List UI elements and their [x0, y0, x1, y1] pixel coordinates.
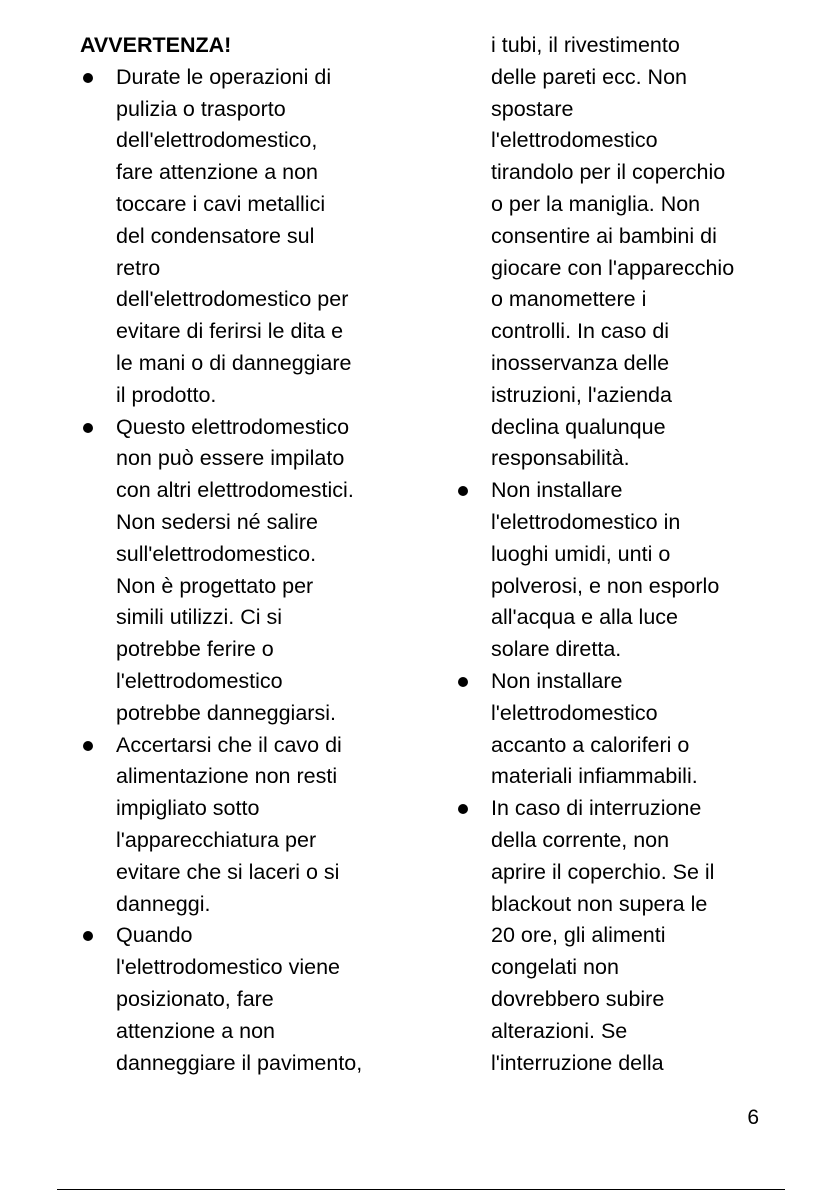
text-line: danneggiare il pavimento,	[116, 1050, 363, 1075]
text-line: delle pareti ecc. Non	[491, 64, 687, 89]
text-line: consentire ai bambini di	[491, 223, 717, 248]
text-line: evitare che si laceri o si	[116, 859, 340, 884]
left-column	[80, 30, 400, 1079]
text-line: dovrebbero subire	[491, 986, 665, 1011]
text-line: dell'elettrodomestico per	[116, 287, 349, 312]
text-line: alterazioni. Se	[491, 1018, 628, 1043]
bullet-icon	[458, 486, 468, 496]
text-line: Non installare	[491, 668, 623, 693]
bullet-icon	[83, 931, 93, 941]
text-line: spostare	[491, 96, 574, 121]
bullet-icon	[458, 677, 468, 687]
text-line: simili utilizzi. Ci si	[116, 605, 283, 630]
text-line: del condensatore sul	[116, 223, 315, 248]
text-line: l'elettrodomestico in	[491, 509, 681, 534]
text-line: aprire il coperchio. Se il	[491, 859, 715, 884]
text-line: Quando	[116, 923, 193, 948]
text-line: Non installare	[491, 478, 623, 503]
text-line: toccare i cavi metallici	[116, 191, 326, 216]
text-line: responsabilità.	[491, 446, 630, 471]
list-item	[80, 412, 400, 730]
text-line: l'elettrodomestico viene	[116, 955, 340, 980]
text-line: Non è progettato per	[116, 573, 314, 598]
list-item	[455, 475, 785, 666]
text-line: 20 ore, gli alimenti	[491, 923, 666, 948]
text-line: luoghi umidi, unti o	[491, 541, 671, 566]
text-line: tirandolo per il coperchio	[491, 160, 726, 185]
text-line: Durate le operazioni di	[116, 64, 332, 89]
text-line: giocare con l'apparecchio	[491, 255, 735, 280]
text-line: sull'elettrodomestico.	[116, 541, 317, 566]
list-item-continuation	[455, 30, 785, 475]
text-line: potrebbe ferire o	[116, 637, 274, 662]
list-item	[80, 920, 400, 1079]
text-line: l'elettrodomestico	[491, 128, 658, 153]
text-line: il prodotto.	[116, 382, 217, 407]
text-line: congelati non	[491, 955, 619, 980]
list-item	[455, 793, 785, 1079]
text-line: blackout non supera le	[491, 891, 708, 916]
text-line: l'interruzione della	[491, 1050, 664, 1075]
right-column	[455, 30, 785, 1079]
list-item	[80, 730, 400, 921]
text-line: della corrente, non	[491, 827, 670, 852]
warning-heading: AVVERTENZA!	[80, 33, 232, 57]
page-number: 6	[747, 1106, 759, 1129]
text-line: con altri elettrodomestici.	[116, 478, 354, 503]
list-item	[80, 62, 400, 412]
text-line: In caso di interruzione	[491, 796, 702, 821]
text-line: danneggi.	[116, 891, 211, 916]
right-bullet-list	[455, 30, 785, 1079]
text-line: retro	[116, 255, 161, 280]
left-bullet-list	[80, 62, 400, 1080]
text-line: dell'elettrodomestico,	[116, 128, 318, 153]
text-line: Accertarsi che il cavo di	[116, 732, 342, 757]
text-line: Questo elettrodomestico	[116, 414, 350, 439]
text-line: le mani o di danneggiare	[116, 350, 352, 375]
text-line: evitare di ferirsi le dita e	[116, 319, 344, 344]
text-line: l'elettrodomestico	[116, 668, 283, 693]
list-item	[455, 666, 785, 793]
text-line: Non sedersi né salire	[116, 509, 318, 534]
text-line: i tubi, il rivestimento	[491, 33, 680, 57]
text-line: inosservanza delle	[491, 350, 670, 375]
text-line: non può essere impilato	[116, 446, 345, 471]
text-line: pulizia o trasporto	[116, 96, 286, 121]
text-line: declina qualunque	[491, 414, 666, 439]
text-line: attenzione a non	[116, 1018, 275, 1043]
text-line: potrebbe danneggiarsi.	[116, 700, 336, 725]
text-line: l'apparecchiatura per	[116, 827, 317, 852]
text-line: l'elettrodomestico	[491, 700, 658, 725]
text-line: materiali infiammabili.	[491, 764, 698, 789]
footer-rule	[57, 1189, 785, 1190]
text-line: alimentazione non resti	[116, 764, 338, 789]
bullet-icon	[458, 804, 468, 814]
bullet-icon	[83, 73, 93, 83]
text-line: all'acqua e alla luce	[491, 605, 678, 630]
text-line: istruzioni, l'azienda	[491, 382, 672, 407]
text-line: polverosi, e non esporlo	[491, 573, 720, 598]
text-line: impigliato sotto	[116, 796, 260, 821]
text-line: accanto a caloriferi o	[491, 732, 690, 757]
text-line: solare diretta.	[491, 637, 622, 662]
text-line: o per la maniglia. Non	[491, 191, 701, 216]
text-line: fare attenzione a non	[116, 160, 319, 185]
text-line: posizionato, fare	[116, 986, 274, 1011]
bullet-icon	[83, 423, 93, 433]
bullet-icon	[83, 741, 93, 751]
text-line: controlli. In caso di	[491, 319, 670, 344]
text-line: o manomettere i	[491, 287, 647, 312]
